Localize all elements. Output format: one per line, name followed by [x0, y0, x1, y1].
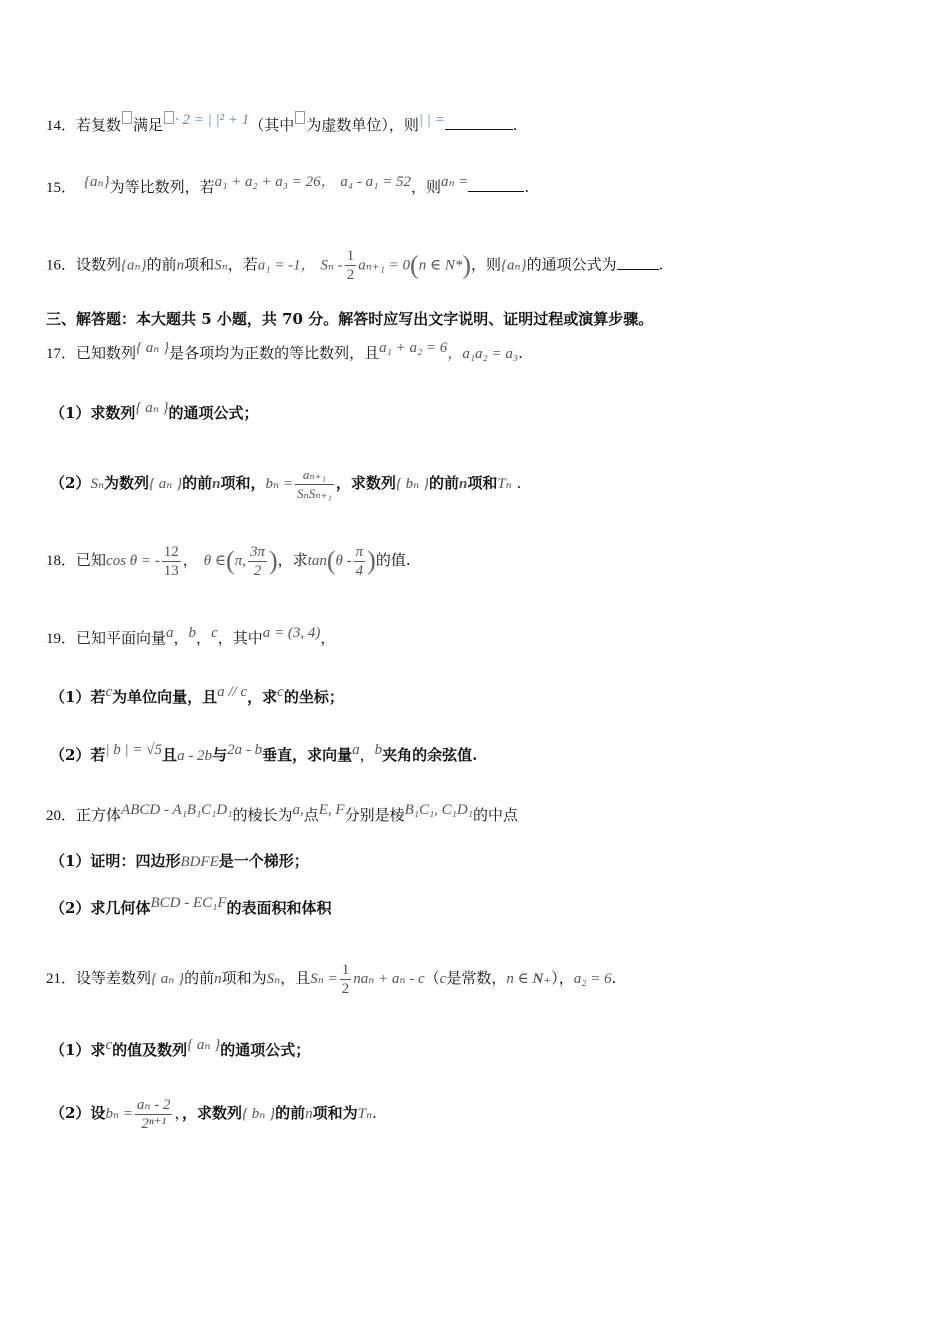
fraction: $\frac{1}{2}$	[341, 961, 350, 997]
question-19-part-2: （2）若| b | = √5且a - 2b与2a - b垂直，求向量a，b夹角的余弦值.	[50, 742, 478, 764]
equation: a₄ - a₁ = 52	[340, 174, 411, 190]
question-21: 21．设等差数列{ aₙ }的前n项和为Sₙ，且Sₙ = $\frac{1}{2}$ naₙ + aₙ - c（c是常数，n ∈ N₊），a₂ = 6.	[46, 961, 617, 997]
question-17-part-1: （1）求数列{ aₙ }的通项公式；	[50, 400, 259, 422]
fraction: $\frac{3\pi}{2}$	[249, 543, 265, 579]
answer-blank	[445, 115, 513, 130]
question-number: 17．	[46, 346, 77, 362]
question-20-part-1: （1）证明：四边形BDFE是一个梯形；	[50, 852, 309, 870]
cube-label: ABCD - A₁B₁C₁D₁	[121, 802, 233, 818]
missing-glyph-icon	[164, 111, 174, 124]
equation: a₁ + a₂ = 6	[379, 340, 448, 356]
vector-a: a = (3, 4)	[262, 625, 321, 641]
question-14: 14．若复数 满足 · 2 = | |² + 1（其中 为虚数单位），则| | = .	[46, 112, 518, 134]
answer-blank	[617, 255, 659, 270]
equation: a₁ + a₂ + a₃ = 26，	[214, 174, 336, 190]
missing-glyph-icon	[122, 111, 132, 124]
question-19-part-1: （1）若c为单位向量，且a // c，求c的坐标；	[50, 684, 344, 706]
equation: ，a₁a₂ = a₃	[447, 346, 519, 362]
question-21-part-1: （1）求c的值及数列{ aₙ }的通项公式；	[50, 1037, 311, 1059]
question-16: 16．设数列{aₙ}的前n项和Sₙ，若a₁ = -1， Sₙ - $\frac{1}{2}$ aₙ₊₁ = 0(n ∈ N*)，则{aₙ}的通项公式为 .	[46, 248, 664, 283]
equation: | | =	[418, 112, 445, 128]
answer-blank	[468, 177, 524, 192]
question-15: 15． {aₙ}为等比数列，若a₁ + a₂ + a₃ = 26， a₄ - a₁ = 52，则aₙ = .	[46, 174, 530, 196]
question-17-part-2: （2）Sₙ为数列{ aₙ }的前n项和，bₙ = $\frac{\text{aₙ₊₁}}{\text{SₙSₙ₊₁}}$ ，求数列{ bₙ }的前n项和Tₙ .	[50, 466, 522, 501]
sequence-symbol: {aₙ}	[84, 174, 110, 190]
question-20-part-2: （2）求几何体BCD - EC₁F的表面积和体积	[50, 895, 332, 917]
question-number: 14．	[46, 118, 77, 134]
equation: a₂ = 6	[573, 971, 612, 987]
equation: aₙ =	[440, 174, 469, 190]
fraction: $\frac{12}{13}$	[163, 543, 179, 579]
fraction: $\frac{\text{aₙ - 2}}{\text{2ⁿ⁺¹}}$	[136, 1096, 171, 1132]
question-21-part-2: （2）设bₙ = $\frac{\text{aₙ - 2}}{\text{2ⁿ⁺¹}}$ ，，求数列{ bₙ }的前n项和为Tₙ.	[50, 1096, 377, 1132]
question-number: 16．	[46, 257, 77, 274]
question-number: 19．	[46, 631, 77, 647]
equation: a₁ = -1，	[257, 257, 316, 274]
question-number: 20．	[46, 808, 77, 824]
question-20: 20．正方体ABCD - A₁B₁C₁D₁的棱长为a,点E, F分别是棱B₁C₁, C₁D₁的中点	[46, 802, 518, 824]
question-17: 17．已知数列{ aₙ }是各项均为正数的等比数列，且a₁ + a₂ = 6，a₁a₂ = a₃.	[46, 340, 523, 362]
question-number: 15．	[46, 180, 77, 196]
section-heading: 三、解答题：本大题共 5 小题，共 70 分。解答时应写出文字说明、证明过程或演算步骤。	[46, 310, 654, 328]
fraction: $\frac{\pi}{4}$	[355, 543, 364, 579]
equation: · 2 = | |² + 1	[175, 112, 250, 128]
recurrence-equation: Sₙ -	[320, 257, 343, 274]
missing-glyph-icon	[295, 111, 305, 124]
question-number: 18．	[46, 553, 77, 569]
question-19: 19．已知平面向量a，b，c，其中a = (3, 4)，	[46, 625, 336, 647]
question-number: 21．	[46, 971, 77, 987]
question-18: 18．已知cos θ = - $\frac{12}{13}$ ， θ ∈(π, $\frac{3\pi}{2}$ )，求tan(θ - $\frac{\pi}{4}$ )的值.	[46, 543, 411, 579]
fraction: $\frac{\text{aₙ₊₁}}{\text{SₙSₙ₊₁}}$	[296, 466, 332, 501]
